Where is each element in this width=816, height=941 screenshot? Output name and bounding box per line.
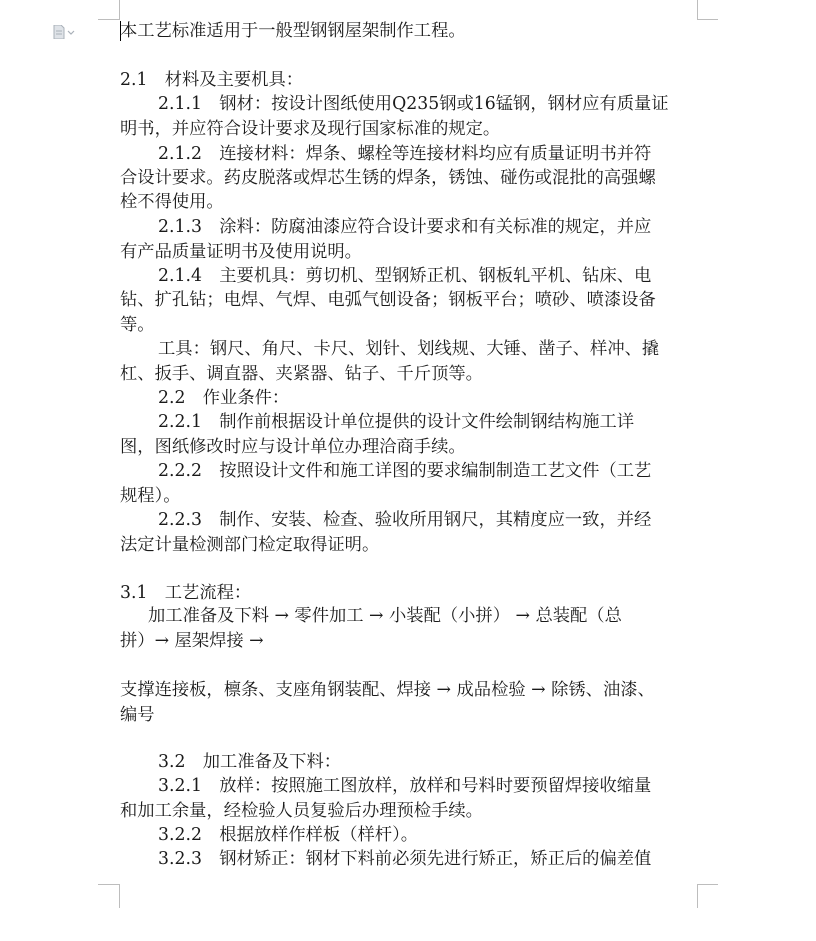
- process-flow-line-2: 拼）→ 屋架焊接 →: [120, 631, 264, 651]
- para-2-1-4-line-3: 等。: [120, 315, 155, 335]
- para-2-1-3-line-1: 2.1.3 涂料：防腐油漆应符合设计要求和有关标准的规定，并应: [158, 217, 652, 237]
- para-2-1-3-line-2: 有产品质量证明书及使用说明。: [120, 242, 362, 262]
- para-2-1-2-line-1: 2.1.2 连接材料：焊条、螺栓等连接材料均应有质量证明书并符: [158, 144, 652, 164]
- para-3-2-1-line-2: 和加工余量，经检验人员复验后办理预检手续。: [120, 801, 483, 821]
- para-3-2-2-line-1: 3.2.2 根据放样作样板（样杆）。: [158, 825, 418, 845]
- corner-mark-top-left-v: [119, 0, 120, 20]
- para-2-2-2-line-1: 2.2.2 按照设计文件和施工详图的要求编制制造工艺文件（工艺: [158, 461, 652, 481]
- para-2-1-1-line-1: 2.1.1 钢材：按设计图纸使用Q235钢或16锰钢，钢材应有质量证: [158, 94, 669, 114]
- para-3-2-1-line-1: 3.2.1 放样：按照施工图放样，放样和号料时要预留焊接收缩量: [158, 776, 652, 796]
- process-flow-line-4: 编号: [120, 705, 155, 725]
- tools-line-1: 工具：钢尺、角尺、卡尺、划针、划线规、大锤、凿子、样冲、撬: [158, 339, 660, 359]
- para-2-1-4-line-1: 2.1.4 主要机具：剪切机、型钢矫正机、钢板轧平机、钻床、电: [158, 266, 652, 286]
- para-3-2-3-line-1: 3.2.3 钢材矫正：钢材下料前必须先进行矫正，矫正后的偏差值: [158, 849, 652, 869]
- para-2-2-3-line-1: 2.2.3 制作、安装、检查、验收所用钢尺，其精度应一致，并经: [158, 510, 652, 530]
- para-2-2-2-line-2: 规程）。: [120, 486, 181, 506]
- document-nav-icon[interactable]: [53, 24, 77, 38]
- para-2-1-1-line-2: 明书，并应符合设计要求及现行国家标准的规定。: [120, 119, 501, 139]
- corner-mark-top-left-h: [98, 19, 119, 20]
- corner-mark-top-right-h: [697, 19, 718, 20]
- process-flow-line-3: 支撑连接板，檩条、支座角钢装配、焊接 → 成品检验 → 除锈、油漆、: [120, 680, 655, 700]
- section-heading-2-2: 2.2 作业条件：: [158, 388, 290, 408]
- section-heading-3-1: 3.1 工艺流程：: [120, 583, 252, 603]
- para-2-1-2-line-2: 合设计要求。药皮脱落或焊芯生锈的焊条，锈蚀、碰伤或混批的高强螺: [120, 168, 656, 188]
- corner-mark-bottom-left-h: [98, 884, 119, 885]
- section-heading-3-2: 3.2 加工准备及下料：: [158, 752, 342, 772]
- para-2-2-3-line-2: 法定计量检测部门检定取得证明。: [120, 535, 380, 555]
- para-2-2-1-line-1: 2.2.1 制作前根据设计单位提供的设计文件绘制钢结构施工详: [158, 412, 635, 432]
- corner-mark-bottom-right-v: [697, 884, 698, 908]
- section-heading-2-1: 2.1 材料及主要机具：: [120, 70, 304, 90]
- tools-line-2: 杠、扳手、调直器、夹紧器、钻子、千斤顶等。: [120, 364, 483, 384]
- intro-line: 本工艺标准适用于一般型钢钢屋架制作工程。: [120, 21, 466, 41]
- para-2-1-4-line-2: 钻、扩孔钻；电焊、气焊、电弧气刨设备；钢板平台；喷砂、喷漆设备: [120, 290, 656, 310]
- corner-mark-bottom-left-v: [119, 884, 120, 908]
- process-flow-line-1: 加工准备及下料 → 零件加工 → 小装配（小拼） → 总装配（总: [148, 606, 622, 626]
- para-2-1-2-line-3: 栓不得使用。: [120, 192, 224, 212]
- para-2-2-1-line-2: 图，图纸修改时应与设计单位办理洽商手续。: [120, 437, 466, 457]
- corner-mark-top-right-v: [697, 0, 698, 20]
- corner-mark-bottom-right-h: [697, 884, 718, 885]
